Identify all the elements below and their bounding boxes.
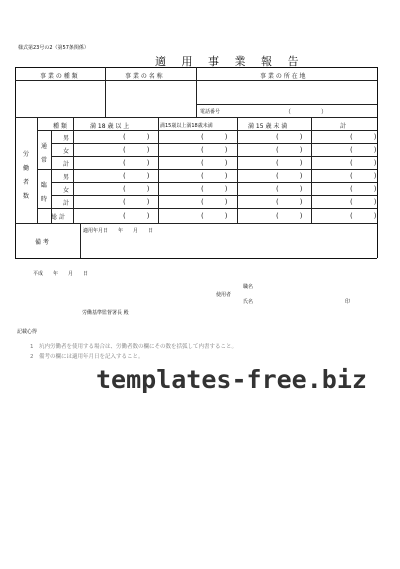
worker-count-cell: ( ) — [350, 172, 377, 180]
worker-count-cell: ( ) — [123, 198, 150, 206]
worker-count-cell: ( ) — [201, 159, 228, 167]
header-kind: 事 業 の 種 類 — [40, 73, 78, 80]
col-total-header: 計 — [340, 123, 347, 130]
row-grand-total: 総 計 — [51, 214, 65, 221]
row-kind: 計 — [63, 200, 70, 207]
worker-count-cell: ( ) — [350, 185, 377, 193]
phone-parens: （ ） — [285, 109, 328, 116]
header-name: 事 業 の 名 称 — [125, 73, 163, 80]
worker-count-cell: ( ) — [201, 212, 228, 220]
worker-count-cell: ( ) — [276, 198, 303, 206]
worker-count-cell: ( ) — [276, 185, 303, 193]
addressee: 労働基準監督署長 殿 — [82, 310, 129, 316]
worker-count-cell: ( ) — [201, 198, 228, 206]
col-under15-header: 満 15 歳 未 満 — [248, 123, 288, 130]
row-kind: 女 — [63, 148, 70, 155]
worker-count-cell: ( ) — [201, 172, 228, 180]
applied-date: 適用年月日 年 月 日 — [83, 228, 154, 234]
worker-count-cell: ( ) — [350, 159, 377, 167]
worker-count-cell: ( ) — [123, 146, 150, 154]
worker-count-cell: ( ) — [276, 146, 303, 154]
employer-label: 使用者 — [216, 292, 232, 298]
worker-count-cell: ( ) — [123, 133, 150, 141]
col-kind-header: 種 類 — [53, 123, 67, 130]
col-15to18-header: 満15歳以上満18歳未満 — [160, 123, 213, 129]
worker-count-cell: ( ) — [276, 212, 303, 220]
employer-name-label: 氏名 — [243, 299, 254, 305]
note-item: 1 坑内労働者を使用する場合は、労働者数の欄にその数を括弧して内書すること。 — [30, 344, 238, 350]
group-regular-label: 通 常 — [41, 143, 48, 164]
worker-count-cell: ( ) — [276, 133, 303, 141]
worker-count-cell: ( ) — [201, 133, 228, 141]
date-line: 平成 年 月 日 — [33, 271, 89, 277]
worker-count-cell: ( ) — [201, 146, 228, 154]
worker-count-cell: ( ) — [350, 133, 377, 141]
worker-count-cell: ( ) — [276, 172, 303, 180]
workers-label: 労 働 者 数 — [23, 151, 30, 200]
watermark-text: templates-free.biz — [96, 365, 367, 394]
col-over18-header: 満 18 歳 以 上 — [90, 123, 130, 130]
form-title: 適 用 事 業 報 告 — [155, 55, 305, 68]
header-location: 事 業 の 所 在 地 — [260, 73, 306, 80]
row-kind: 女 — [63, 187, 70, 194]
worker-count-cell: ( ) — [123, 172, 150, 180]
group-temporary-label: 臨 時 — [41, 182, 48, 203]
worker-count-cell: ( ) — [350, 146, 377, 154]
form-id: 様式第23号の2（第57条関係） — [18, 45, 89, 51]
row-kind: 計 — [63, 161, 70, 168]
worker-count-cell: ( ) — [123, 185, 150, 193]
remarks-label: 備 考 — [35, 239, 49, 246]
row-kind: 男 — [63, 135, 70, 142]
worker-count-cell: ( ) — [123, 159, 150, 167]
notes-heading: 記載心得 — [17, 329, 38, 335]
worker-count-cell: ( ) — [276, 159, 303, 167]
worker-count-cell: ( ) — [201, 185, 228, 193]
row-kind: 男 — [63, 174, 70, 181]
seal-mark: 印 — [345, 299, 351, 305]
worker-count-cell: ( ) — [350, 198, 377, 206]
phone-label: 電話番号 — [200, 109, 221, 115]
note-item: 2 備考の欄には適用年月日を記入すること。 — [30, 354, 144, 360]
worker-count-cell: ( ) — [350, 212, 377, 220]
employer-title-label: 職名 — [243, 284, 254, 290]
worker-count-cell: ( ) — [123, 212, 150, 220]
